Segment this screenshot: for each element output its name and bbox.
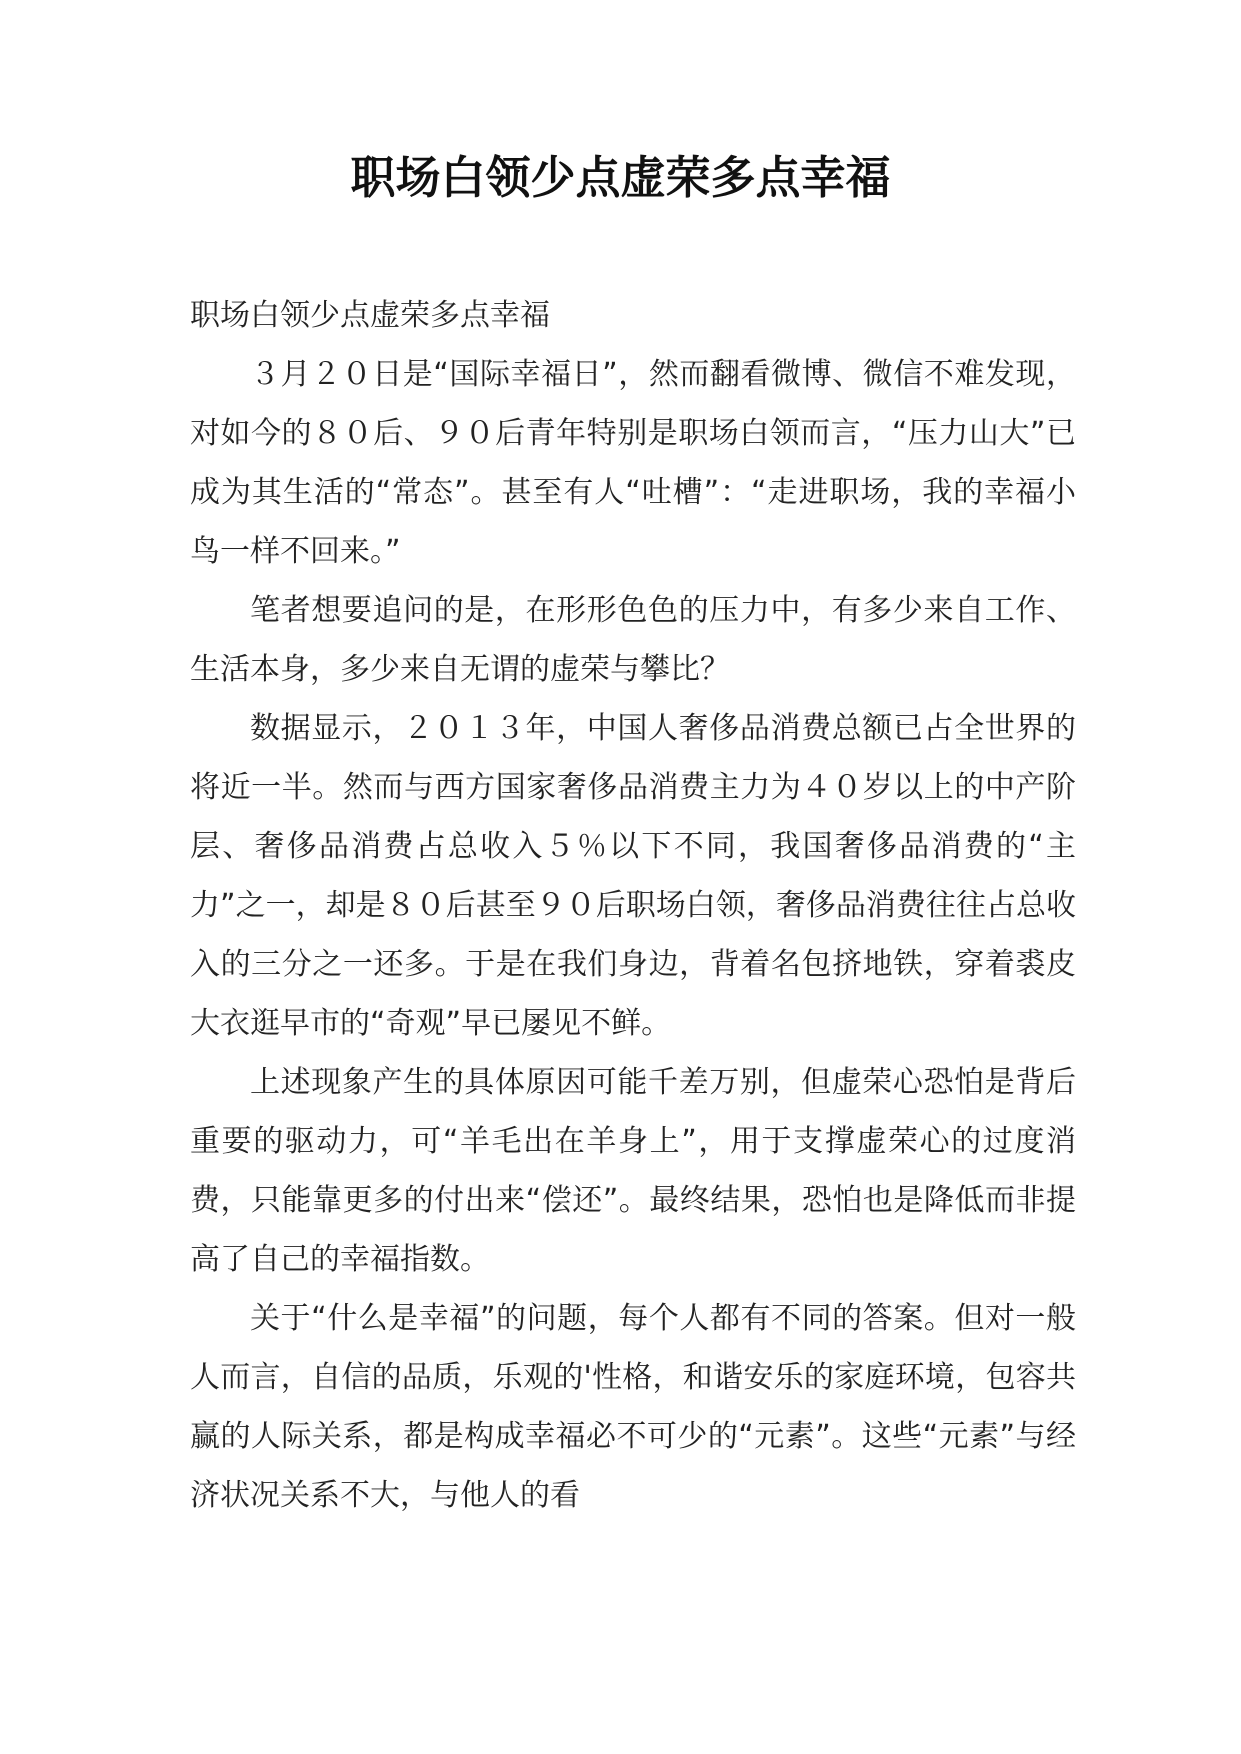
paragraph-2: 笔者想要追问的是，在形形色色的压力中，有多少来自工作、生活本身，多少来自无谓的虚荣与攀比？ bbox=[190, 593, 1076, 687]
paragraph-4: 上述现象产生的具体原因可能千差万别，但虚荣心恐怕是背后重要的驱动力，可“羊毛出在羊身上”，用于支撑虚荣心的过度消费，只能靠更多的付出来“偿还”。最终结果，恐怕也是降低而非提高了自己的幸福指数。 bbox=[190, 1065, 1076, 1277]
paragraph-1: ３月２０日是“国际幸福日”，然而翻看微博、微信不难发现，对如今的８０后、９０后青年特别是职场白领而言，“压力山大”已成为其生活的“常态”。甚至有人“吐槽”：“走进职场，我的幸福小鸟一样不回来。” bbox=[190, 357, 1076, 569]
document-title: 职场白领少点虚荣多点幸福 bbox=[350, 151, 891, 204]
paragraph-subtitle: 职场白领少点虚荣多点幸福 bbox=[190, 298, 550, 333]
paragraph-3: 数据显示，２０１３年，中国人奢侈品消费总额已占全世界的将近一半。然而与西方国家奢侈品消费主力为４０岁以上的中产阶层、奢侈品消费占总收入５％以下不同，我国奢侈品消费的“主力”之一，却是８０后甚至９０后职场白领，奢侈品消费往往占总收入的三分之一还多。于是在我们身边，背着名包挤地铁，穿着裘皮大衣逛早市的“奇观”早已屡见不鲜。 bbox=[190, 711, 1076, 1041]
paragraph-5: 关于“什么是幸福”的问题，每个人都有不同的答案。但对一般人而言，自信的品质，乐观的'性格，和谐安乐的家庭环境，包容共赢的人际关系，都是构成幸福必不可少的“元素”。这些“元素”与经济状况关系不大，与他人的看 bbox=[190, 1301, 1076, 1513]
document-body bbox=[190, 286, 1076, 1525]
